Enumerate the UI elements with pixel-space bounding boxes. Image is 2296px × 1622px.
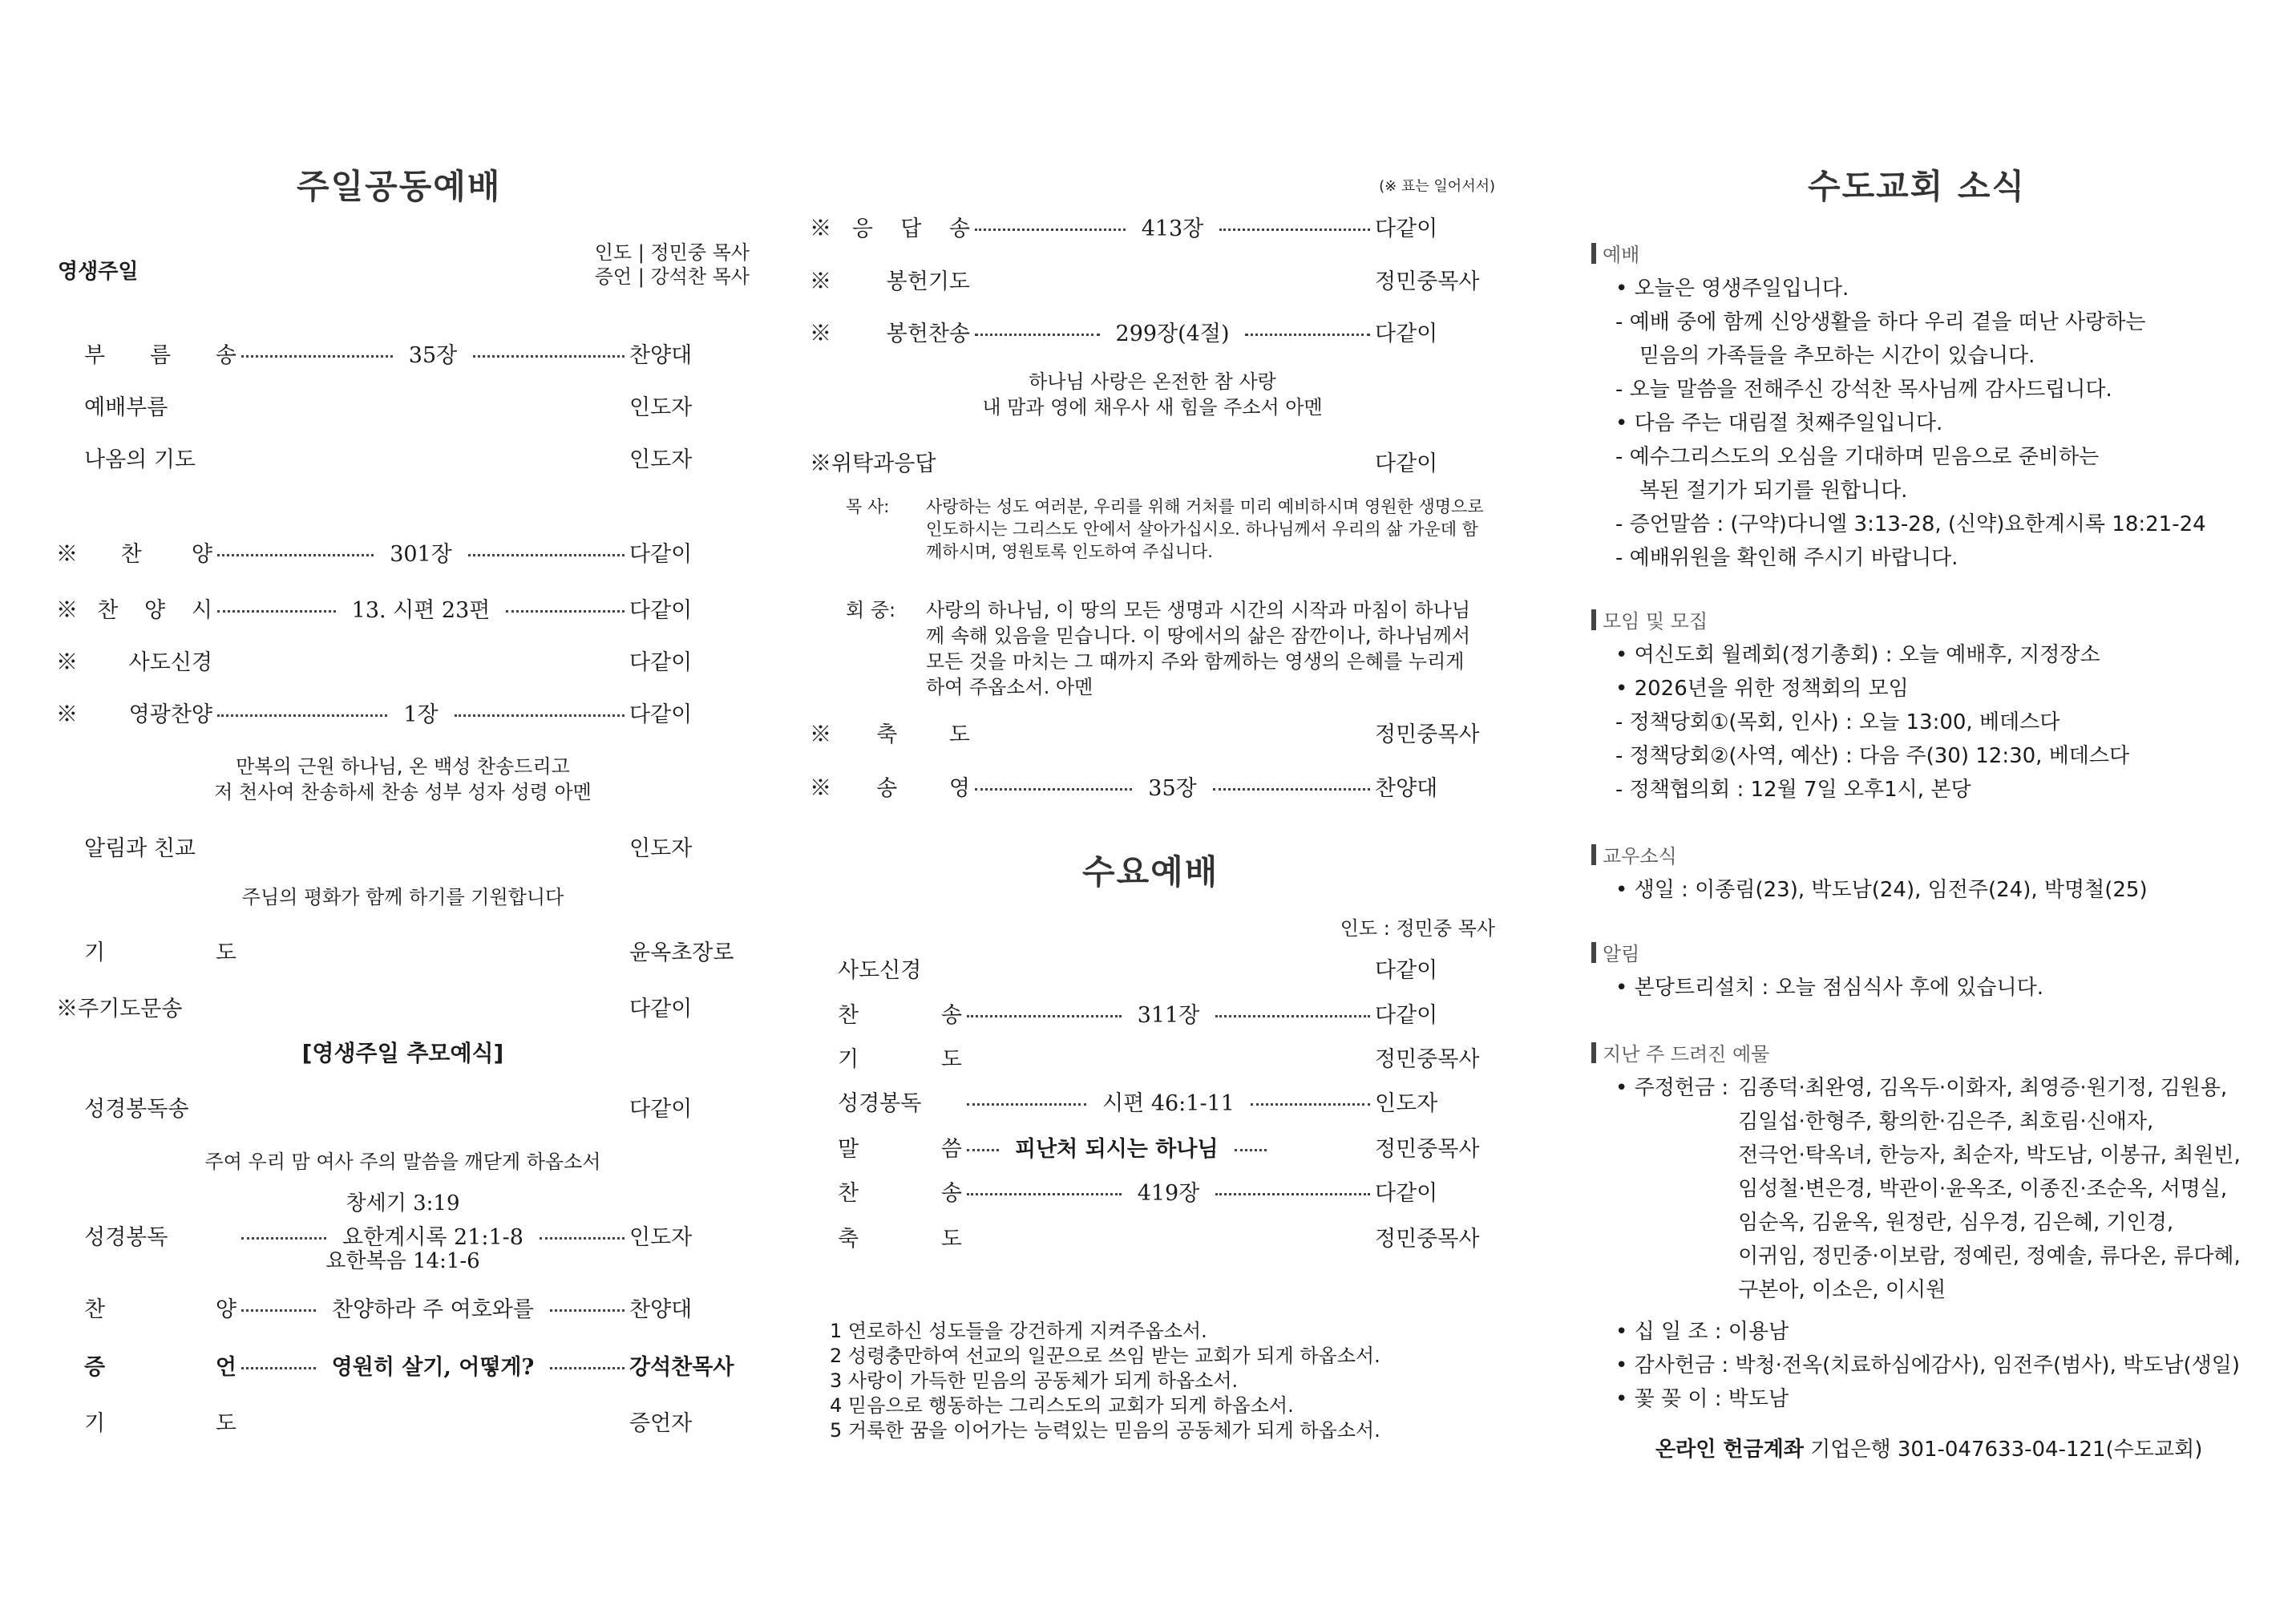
list-item: 3 사랑이 가득한 믿음의 공동체가 되게 하옵소서. bbox=[830, 1369, 1239, 1392]
item-label: ※찬 양 시 bbox=[56, 597, 212, 623]
item-person: 정민중목사 bbox=[1375, 1046, 1480, 1072]
item-label: 나옴의 기도 bbox=[84, 447, 196, 472]
section-marker bbox=[1591, 243, 1596, 264]
order-row bbox=[56, 1405, 750, 1437]
order-row bbox=[56, 1090, 750, 1122]
order-row bbox=[810, 1085, 1495, 1117]
leader-fill bbox=[236, 338, 629, 369]
news-line: 전극언·탁옥녀, 한능자, 최순자, 박도남, 이봉규, 최원빈, bbox=[1738, 1143, 2241, 1167]
section-heading: 알림 bbox=[1603, 943, 1640, 965]
item-person: 다같이 bbox=[1375, 216, 1438, 241]
news-line: • 다음 주는 대림절 첫째주일입니다. bbox=[1615, 411, 1943, 435]
item-person: 다같이 bbox=[629, 597, 693, 623]
item-label: ※찬 양 bbox=[56, 541, 212, 567]
officiants bbox=[595, 241, 750, 289]
item-detail: 35장 bbox=[408, 342, 458, 368]
item-label: 찬 송 bbox=[838, 1002, 962, 1028]
speaker-label: 회 중: bbox=[846, 599, 896, 621]
news-line: - 예배위원을 확인해 주시기 바랍니다. bbox=[1615, 546, 1958, 570]
order-row bbox=[56, 592, 750, 624]
reading-pre: 창세기 3:19 bbox=[346, 1191, 460, 1215]
item-detail: 영원히 살기, 어떻게? bbox=[331, 1354, 535, 1380]
item-label: 사도신경 bbox=[838, 957, 922, 983]
leader-fill bbox=[236, 1349, 629, 1381]
section-heading: 예배 bbox=[1603, 244, 1640, 266]
order-row bbox=[56, 1219, 750, 1251]
peace-line: 주님의 평화가 함께 하기를 기원합니다 bbox=[241, 886, 564, 908]
reading-post: 요한복음 14:1-6 bbox=[325, 1249, 480, 1273]
day-name: 영생주일 bbox=[58, 260, 139, 284]
leader-fill bbox=[236, 1005, 629, 1008]
item-person: 인도자 bbox=[1375, 1090, 1438, 1116]
item-label: 성경봉독 bbox=[84, 1224, 168, 1250]
list-item: 5 거룩한 꿈을 이어가는 능력있는 믿음의 공동체가 되게 하옵소서. bbox=[830, 1419, 1380, 1442]
section-header bbox=[1591, 840, 2265, 868]
item-person: 인도자 bbox=[629, 447, 693, 472]
list-item: 1 연로하신 성도들을 강건하게 지켜주옵소서. bbox=[830, 1320, 1207, 1342]
congregation-response bbox=[846, 597, 1487, 700]
church-vision-list bbox=[830, 1319, 1380, 1443]
order-row bbox=[810, 315, 1495, 347]
order-row bbox=[56, 1291, 750, 1323]
wednesday-title: 수요예배 bbox=[1082, 852, 1219, 892]
news-section-worship bbox=[1591, 239, 2265, 575]
news-line: • 십 일 조 : 이용남 bbox=[1615, 1320, 1789, 1344]
order-row bbox=[56, 696, 750, 728]
dot-leader bbox=[468, 554, 625, 556]
item-label: 기 도 bbox=[84, 1410, 236, 1436]
item-label: 기 도 bbox=[838, 1046, 962, 1072]
main-offering bbox=[1591, 1071, 2265, 1307]
doxology-line: 저 천사여 찬송하세 찬송 성부 성자 성령 아멘 bbox=[214, 781, 592, 803]
item-label: 성경봉독송 bbox=[84, 1096, 189, 1122]
section-marker bbox=[1591, 942, 1596, 963]
item-person: 정민중목사 bbox=[1375, 269, 1480, 294]
news-line: - 증언말씀 : (구약)다니엘 3:13-28, (신약)요한계시록 18:21-24 bbox=[1615, 512, 2206, 536]
dot-leader bbox=[506, 610, 625, 613]
leader-fill bbox=[962, 1236, 1375, 1238]
item-person: 인도자 bbox=[629, 835, 693, 861]
dot-leader bbox=[217, 714, 387, 717]
item-label: 부 름 송 bbox=[84, 342, 236, 368]
leader-fill bbox=[962, 1056, 1375, 1058]
news-line: 믿음의 가족들을 추모하는 시간이 있습니다. bbox=[1639, 344, 2035, 368]
section-marker bbox=[1591, 609, 1596, 630]
order-row bbox=[810, 997, 1495, 1029]
item-detail: 301장 bbox=[390, 541, 452, 567]
item-person: 인도자 bbox=[629, 394, 693, 420]
item-detail: 피난처 되시는 하나님 bbox=[1015, 1136, 1219, 1162]
leader-fill bbox=[970, 278, 1375, 281]
pastor-commission bbox=[846, 495, 1487, 563]
leader-fill bbox=[970, 731, 1375, 734]
leader-fill bbox=[212, 536, 629, 568]
order-row bbox=[56, 337, 750, 369]
dot-leader bbox=[967, 1149, 999, 1151]
item-detail: 311장 bbox=[1137, 1002, 1200, 1028]
news-title: 수도교회 소식 bbox=[1808, 167, 2027, 206]
order-row bbox=[810, 445, 1495, 477]
item-label: ※주기도문송 bbox=[56, 996, 183, 1021]
section-heading: 교우소식 bbox=[1603, 845, 1677, 868]
section-header bbox=[1591, 1038, 2265, 1066]
item-person: 다같이 bbox=[1375, 451, 1438, 476]
witness: 증언 | 강석찬 목사 bbox=[594, 265, 750, 288]
news-line: • 꽃 꽂 이 : 박도남 bbox=[1615, 1387, 1789, 1411]
item-person: 다같이 bbox=[629, 996, 693, 1021]
news-line: 김종덕·최완영, 김옥두·이화자, 최영증·원기정, 김원용, bbox=[1738, 1076, 2228, 1100]
dot-leader bbox=[975, 788, 1132, 791]
dot-leader bbox=[1215, 1193, 1370, 1195]
item-detail: 요한계시록 21:1-8 bbox=[342, 1224, 523, 1250]
news-line: • 본당트리설치 : 오늘 점심식사 후에 있습니다. bbox=[1615, 976, 2044, 1000]
online-account bbox=[1655, 1433, 2202, 1462]
section-header bbox=[1591, 605, 2265, 633]
item-person: 다같이 bbox=[1375, 957, 1438, 983]
item-label: ※영광찬양 bbox=[56, 702, 212, 727]
news-section-notice bbox=[1591, 938, 2265, 1005]
item-detail: 419장 bbox=[1137, 1180, 1200, 1206]
item-label: ※봉헌찬송 bbox=[810, 321, 970, 346]
account-label: 온라인 헌금계좌 bbox=[1655, 1438, 1804, 1462]
wednesday-leader: 인도 : 정민중 목사 bbox=[1340, 917, 1495, 940]
item-label: ※봉헌기도 bbox=[810, 269, 970, 294]
order-row bbox=[56, 389, 750, 421]
order-row bbox=[810, 716, 1495, 748]
dot-leader bbox=[967, 1193, 1122, 1195]
item-person: 다같이 bbox=[629, 649, 693, 675]
order-row bbox=[810, 210, 1495, 242]
news-line: • 감사헌금 : 박청·전옥(치료하심에감사), 임전주(범사), 박도남(생일) bbox=[1615, 1353, 2240, 1377]
order-row bbox=[810, 1041, 1495, 1073]
item-person: 다같이 bbox=[1375, 321, 1438, 346]
leader-fill bbox=[970, 316, 1375, 347]
offering-song-line: 내 맘과 영에 채우사 새 힘을 주소서 아멘 bbox=[982, 396, 1323, 419]
order-row bbox=[56, 644, 750, 676]
leader-fill bbox=[970, 771, 1375, 802]
news-line: - 예배 중에 함께 신앙생활을 하다 우리 곁을 떠난 사랑하는 bbox=[1615, 310, 2146, 334]
item-label: 기 도 bbox=[84, 940, 236, 965]
list-item: 4 믿음으로 행동하는 그리스도의 교회가 되게 하옵소서. bbox=[830, 1394, 1294, 1417]
dot-leader bbox=[1219, 229, 1370, 231]
account-number: 기업은행 301-047633-04-121(수도교회) bbox=[1810, 1438, 2203, 1462]
leader-fill bbox=[236, 1220, 629, 1251]
item-person: 다같이 bbox=[629, 1096, 693, 1122]
item-person: 찬양대 bbox=[629, 342, 693, 368]
leader: 인도 | 정민중 목사 bbox=[594, 241, 750, 264]
dot-leader bbox=[241, 355, 393, 358]
leader-fill bbox=[236, 1292, 629, 1323]
order-row bbox=[56, 441, 750, 473]
item-person: 다같이 bbox=[1375, 1002, 1438, 1028]
section-header bbox=[1591, 938, 2265, 966]
item-detail: 1장 bbox=[403, 702, 439, 727]
dot-leader bbox=[967, 1103, 1086, 1106]
item-person: 정민중목사 bbox=[1375, 1136, 1480, 1162]
scripture-prayer: 주여 우리 맘 여사 주의 말씀을 깨닫게 하옵소서 bbox=[204, 1151, 601, 1173]
standing-note: (※ 표는 일어서서) bbox=[1379, 178, 1495, 195]
item-label: 말 씀 bbox=[838, 1136, 962, 1162]
news-line: 김일섭·한형주, 황의한·김은주, 최호림·신애자, bbox=[1738, 1110, 2154, 1134]
item-label: ※송 영 bbox=[810, 775, 970, 801]
item-detail: 시편 46:1-11 bbox=[1102, 1090, 1235, 1116]
news-line: • 여신도회 월례회(정기총회) : 오늘 예배후, 지정장소 bbox=[1615, 643, 2100, 667]
order-row bbox=[810, 952, 1495, 984]
item-label: 축 도 bbox=[838, 1226, 962, 1252]
leader-fill bbox=[236, 456, 629, 459]
dot-leader bbox=[550, 1309, 625, 1312]
item-label: 알림과 친교 bbox=[84, 835, 196, 861]
speaker-text: 사랑하는 성도 여러분, 우리를 위해 거처를 미리 예비하시며 영원한 생명으로 인도하시는 그리스도 안에서 살아가십시오. 하나님께서 우리의 삶 가운데 함께하시며, 영원토록 인도하여 주십니다. bbox=[926, 497, 1484, 561]
news-line: 임순옥, 김윤옥, 원정란, 심우경, 김은혜, 기인경, bbox=[1738, 1211, 2174, 1235]
item-detail: 299장(4절) bbox=[1115, 321, 1230, 346]
news-line: 구본아, 이소은, 이시원 bbox=[1738, 1278, 1946, 1302]
speaker-text: 사랑의 하나님, 이 땅의 모든 생명과 시간의 시작과 마침이 하나님께 속해 있음을 믿습니다. 이 땅에서의 삶은 잠깐이나, 하나님께서 모든 것을 마치는 그 때까지 주와 함께하는 영생의 은혜를 누리게 하여 주옵소서. 아멘 bbox=[926, 599, 1471, 698]
item-label: 예배부름 bbox=[84, 394, 168, 420]
news-section-offerings bbox=[1591, 1038, 2265, 1416]
leader-fill bbox=[962, 1131, 1375, 1163]
item-label: 성경봉독 bbox=[838, 1090, 922, 1116]
dot-leader bbox=[540, 1237, 625, 1240]
leader-fill bbox=[236, 404, 629, 407]
item-label: ※응 답 송 bbox=[810, 216, 970, 241]
news-line: - 정책당회②(사역, 예산) : 다음 주(30) 12:30, 베데스다 bbox=[1615, 744, 2130, 768]
item-label: ※축 도 bbox=[810, 722, 970, 747]
news-line: • 생일 : 이종림(23), 박도남(24), 임전주(24), 박명철(25) bbox=[1615, 878, 2148, 902]
dot-leader bbox=[550, 1367, 625, 1369]
leader-fill bbox=[962, 1086, 1375, 1117]
order-row bbox=[810, 1220, 1495, 1252]
dot-leader bbox=[241, 1309, 316, 1312]
item-label: 증 언 bbox=[84, 1354, 236, 1380]
dot-leader bbox=[1245, 334, 1370, 336]
item-detail: 13. 시편 23편 bbox=[351, 597, 491, 623]
order-row bbox=[810, 1131, 1495, 1163]
news-line: • 2026년을 위한 정책회의 모임 bbox=[1615, 677, 1909, 701]
news-section-members bbox=[1591, 840, 2265, 907]
item-detail: 413장 bbox=[1141, 216, 1204, 241]
item-person: 다같이 bbox=[1375, 1180, 1438, 1206]
leader-fill bbox=[962, 997, 1375, 1029]
dot-leader bbox=[1251, 1103, 1370, 1106]
order-row bbox=[56, 830, 750, 862]
leader-fill bbox=[236, 1420, 629, 1422]
offering-song-line: 하나님 사랑은 온전한 참 사랑 bbox=[1029, 370, 1276, 393]
item-person: 찬양대 bbox=[1375, 775, 1438, 801]
leader-fill bbox=[962, 1175, 1375, 1207]
order-row bbox=[56, 536, 750, 568]
dot-leader bbox=[217, 554, 374, 556]
sunday-title: 주일공동예배 bbox=[297, 167, 502, 206]
dot-leader bbox=[1235, 1149, 1267, 1151]
news-line: 임성철·변은경, 박관이·윤옥조, 이종진·조순옥, 서명실, bbox=[1738, 1177, 2228, 1201]
dot-leader bbox=[241, 1367, 316, 1369]
order-row bbox=[56, 934, 750, 966]
dot-leader bbox=[455, 714, 625, 717]
news-line: • 주정헌금 : bbox=[1615, 1076, 1729, 1100]
section-heading: 모임 및 모집 bbox=[1603, 610, 1708, 633]
item-detail: 찬양하라 주 여호와를 bbox=[332, 1296, 534, 1322]
doxology-line: 만복의 근원 하나님, 온 백성 찬송드리고 bbox=[236, 755, 570, 778]
news-line: - 정책당회①(목회, 인사) : 오늘 13:00, 베데스다 bbox=[1615, 710, 2060, 734]
item-person: 찬양대 bbox=[629, 1296, 693, 1322]
news-line: - 오늘 말씀을 전해주신 강석찬 목사님께 감사드립니다. bbox=[1615, 378, 2112, 402]
item-label: 찬 양 bbox=[84, 1296, 236, 1322]
news-line: - 예수그리스도의 오심을 기대하며 믿음으로 준비하는 bbox=[1615, 445, 2100, 469]
dot-leader bbox=[967, 1015, 1122, 1017]
leader-fill bbox=[982, 460, 1375, 463]
section-heading: 지난 주 드려진 예물 bbox=[1603, 1043, 1770, 1066]
item-label: 찬 송 bbox=[838, 1180, 962, 1206]
leader-fill bbox=[212, 593, 629, 624]
item-person: 증언자 bbox=[629, 1410, 693, 1436]
news-line: 복된 절기가 되기를 원합니다. bbox=[1639, 479, 1908, 503]
item-detail: 35장 bbox=[1148, 775, 1197, 801]
item-label: ※사도신경 bbox=[56, 649, 212, 675]
item-person: 다같이 bbox=[629, 541, 693, 567]
speaker-label: 목 사: bbox=[846, 497, 890, 516]
leader-fill bbox=[236, 1106, 629, 1108]
leader-fill bbox=[236, 949, 629, 952]
order-row bbox=[810, 263, 1495, 295]
section-marker bbox=[1591, 1042, 1596, 1063]
item-person: 정민중목사 bbox=[1375, 722, 1480, 747]
dot-leader bbox=[473, 355, 625, 358]
dot-leader bbox=[975, 334, 1100, 336]
item-person: 정민중목사 bbox=[1375, 1226, 1480, 1252]
order-row bbox=[56, 1349, 750, 1381]
order-row bbox=[810, 770, 1495, 802]
leader-fill bbox=[212, 659, 629, 661]
item-person: 윤옥초장로 bbox=[629, 940, 734, 965]
news-line: - 정책협의회 : 12월 7일 오후1시, 본당 bbox=[1615, 778, 1971, 802]
dot-leader bbox=[1213, 788, 1370, 791]
order-row bbox=[810, 1175, 1495, 1207]
section-marker bbox=[1591, 844, 1596, 865]
leader-fill bbox=[236, 845, 629, 847]
item-person: 다같이 bbox=[629, 702, 693, 727]
news-line: 이귀임, 정민중·이보람, 정예린, 정예솔, 류다온, 류다혜, bbox=[1738, 1244, 2241, 1268]
news-line: • 오늘은 영생주일입니다. bbox=[1615, 277, 1849, 301]
list-item: 2 성령충만하여 선교의 일꾼으로 쓰임 받는 교회가 되게 하옵소서. bbox=[830, 1345, 1380, 1367]
item-person: 인도자 bbox=[629, 1224, 693, 1250]
dot-leader bbox=[1215, 1015, 1370, 1017]
item-label: ※위탁과응답 bbox=[810, 451, 936, 476]
memorial-heading: [영생주일 추모예식] bbox=[301, 1040, 504, 1066]
dot-leader bbox=[241, 1237, 326, 1240]
order-row bbox=[56, 990, 750, 1022]
leader-fill bbox=[970, 211, 1375, 242]
item-person: 강석찬목사 bbox=[629, 1354, 734, 1380]
dot-leader bbox=[217, 610, 336, 613]
dot-leader bbox=[975, 229, 1126, 231]
leader-fill bbox=[962, 967, 1375, 969]
news-section-meeting bbox=[1591, 605, 2265, 807]
leader-fill bbox=[212, 697, 629, 728]
section-header bbox=[1591, 239, 2265, 267]
